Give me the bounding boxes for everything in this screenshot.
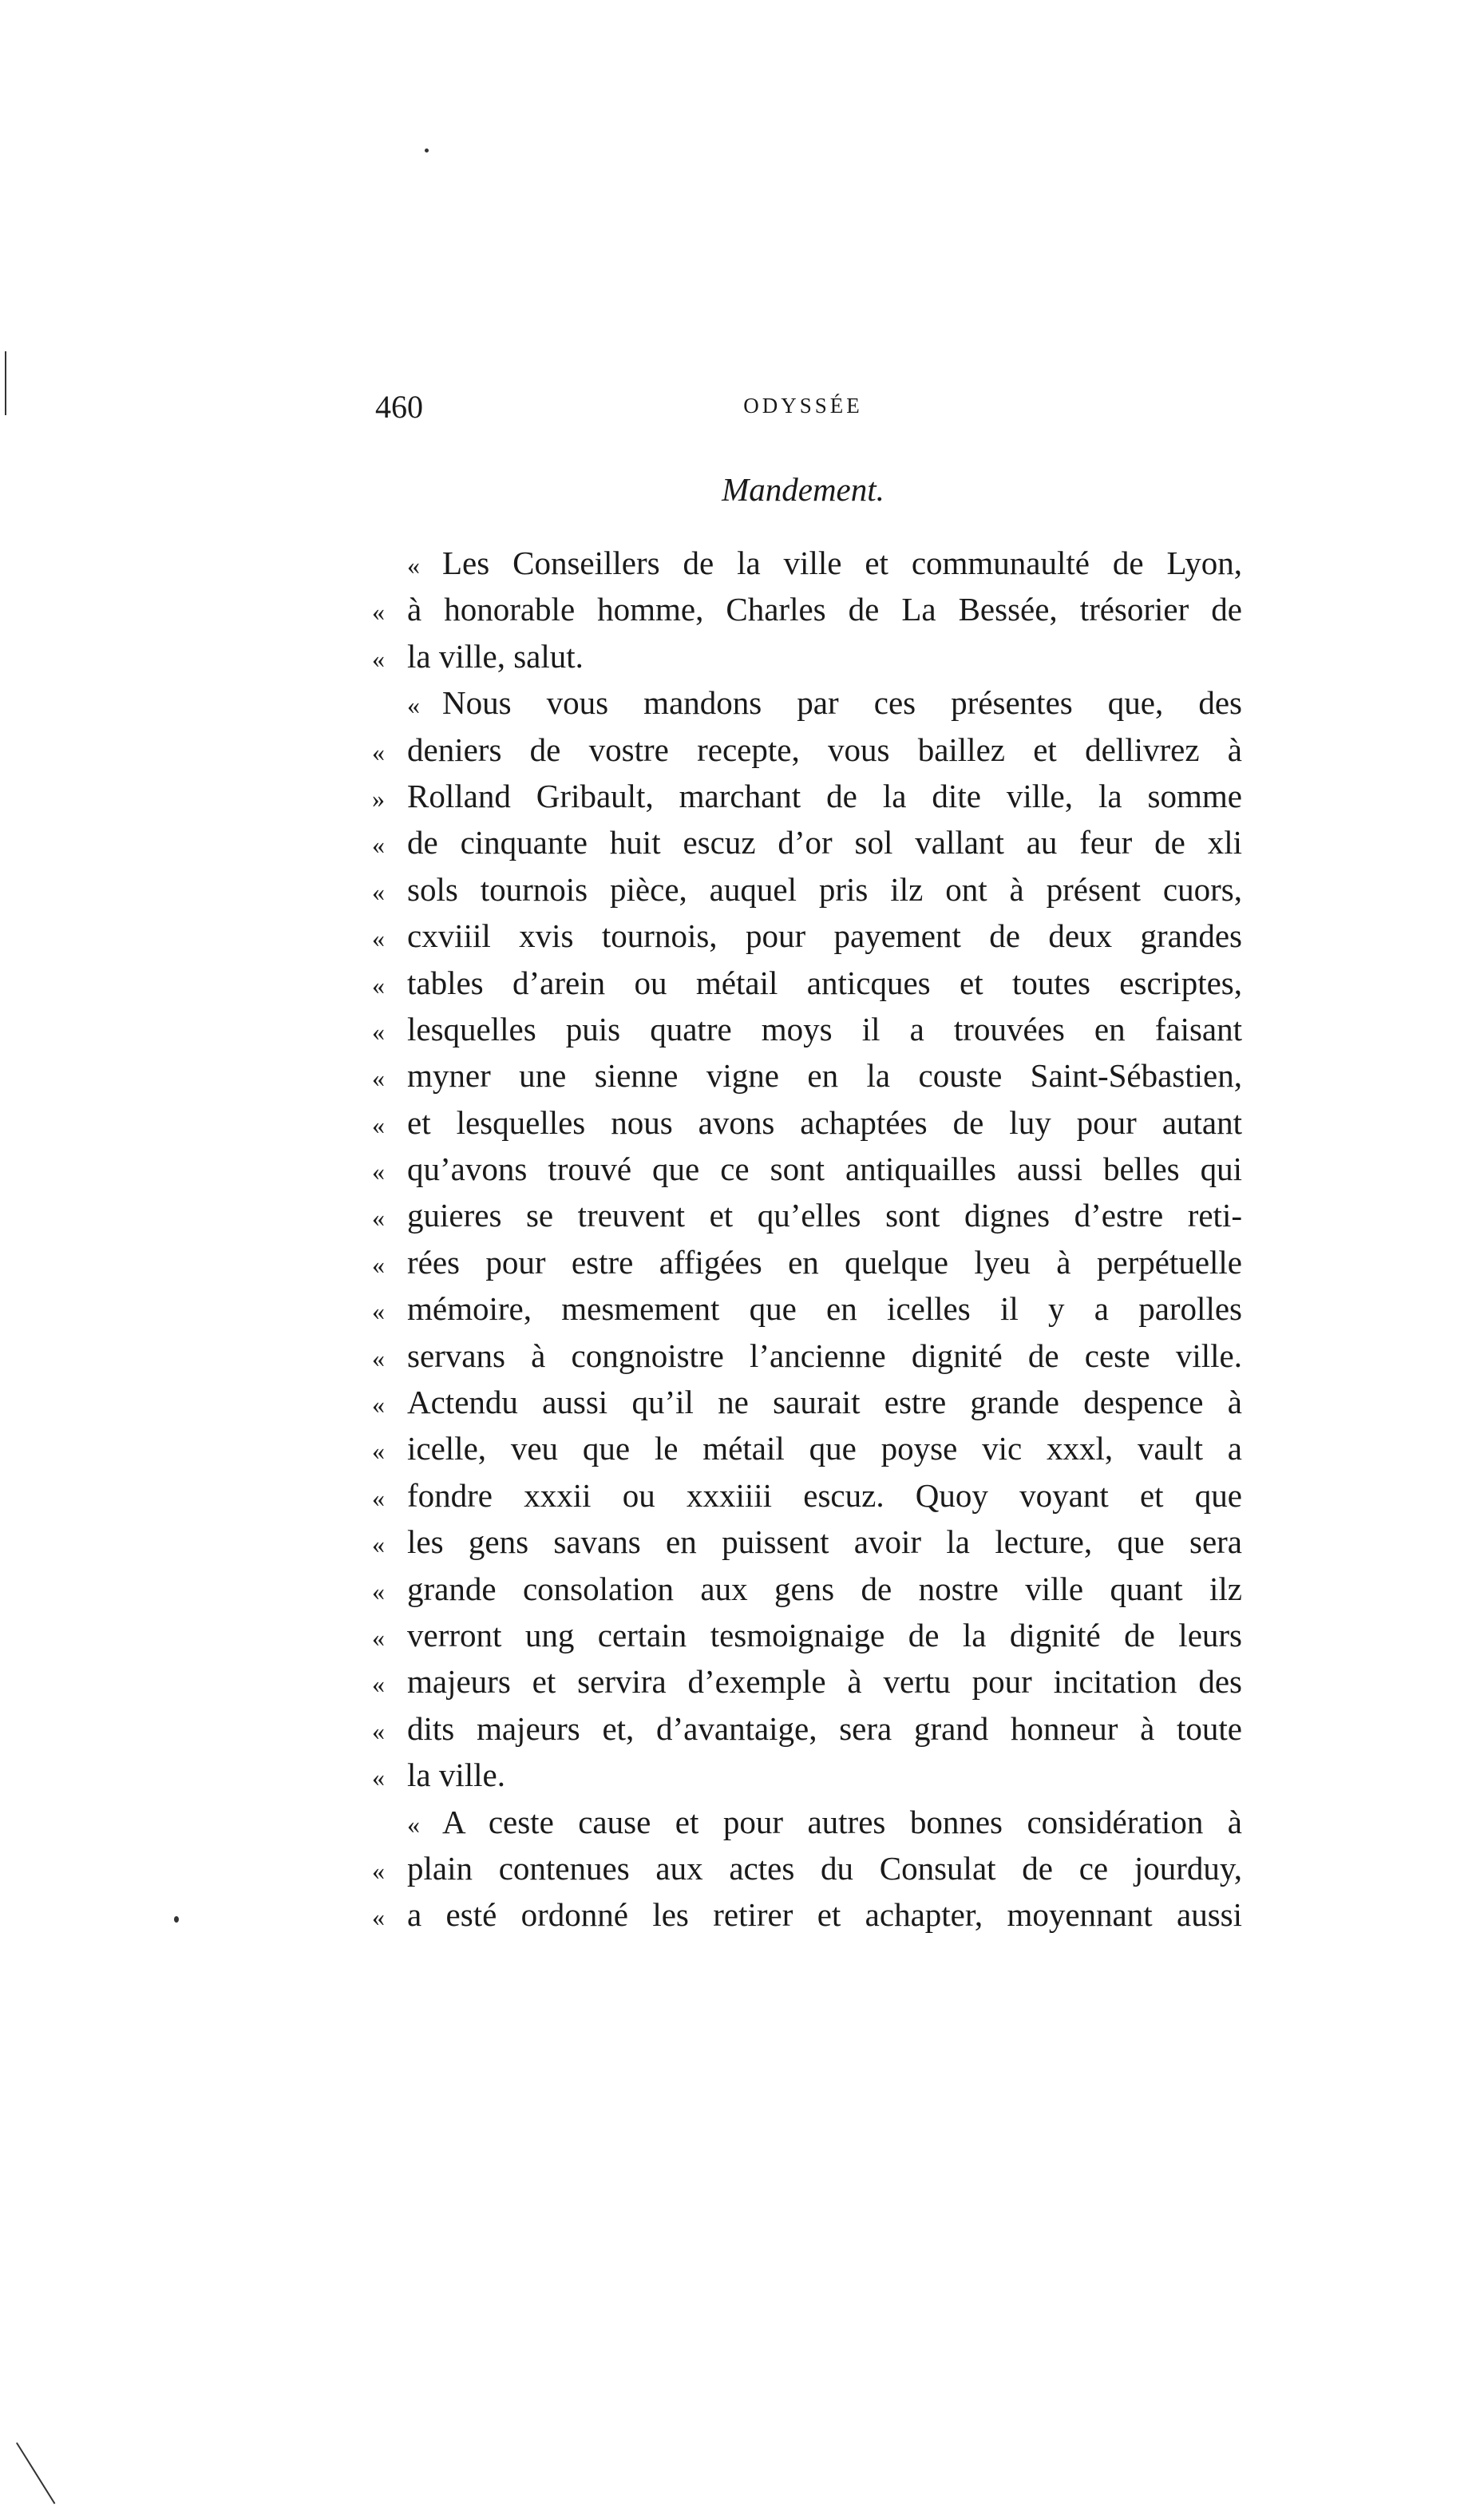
text-line (372, 1052, 1242, 1099)
quote-mark: « (372, 1250, 385, 1279)
line-text: sols tournois pièce, auquel pris ilz ont à présent cuors, (407, 870, 1242, 908)
line-text: A ceste cause et pour autres bonnes considération à (442, 1803, 1242, 1840)
quote-mark: « (372, 1669, 385, 1699)
text-line (372, 1845, 1242, 1891)
quote-mark: « (372, 970, 385, 1000)
text-line (372, 1799, 1242, 1845)
line-text: tables d’arein ou métail anticques et toutes escriptes, (407, 964, 1242, 1001)
scan-mark-dot (425, 149, 429, 152)
text-line (372, 1425, 1242, 1471)
scan-mark-left (5, 351, 6, 415)
text-line (372, 1705, 1242, 1752)
text-line (372, 960, 1242, 1006)
text-line (372, 633, 1242, 679)
line-text: icelle, veu que le métail que poyse vic xxxl, vault a (407, 1430, 1242, 1467)
quote-mark: « (372, 1436, 385, 1466)
quote-mark: « (407, 1809, 420, 1839)
quote-mark: « (372, 830, 385, 860)
quote-mark: « (372, 1343, 385, 1372)
line-text: la ville, salut. (407, 637, 584, 675)
line-text: qu’avons trouvé que ce sont antiquailles aussi belles qui (407, 1151, 1242, 1188)
body-text (372, 540, 1242, 1939)
text-line (372, 1566, 1242, 1612)
line-text: dits majeurs et, d’avantaige, sera grand honneur à toute (407, 1709, 1242, 1747)
text-line (372, 1239, 1242, 1285)
scan-mark-corner (16, 2442, 55, 2504)
quote-mark: « (372, 1390, 385, 1420)
section-title: Mandement. (722, 471, 884, 508)
text-line (372, 1891, 1242, 1938)
quote-mark: « (372, 1855, 385, 1885)
quote-mark: « (372, 597, 385, 627)
text-line (372, 1612, 1242, 1658)
line-text: lesquelles puis quatre moys il a trouvées en faisant (407, 1010, 1242, 1048)
quote-mark: « (372, 1016, 385, 1046)
text-line (372, 727, 1242, 773)
scan-mark-dot-2 (174, 1916, 179, 1923)
line-text: verront ung certain tesmoignaige de la dignité de leurs (407, 1616, 1242, 1654)
text-line (372, 913, 1242, 959)
line-text: cxviiil xvis tournois, pour payement de deux grandes (407, 917, 1242, 955)
quote-mark: « (407, 551, 420, 580)
text-line (372, 866, 1242, 913)
text-line (372, 1519, 1242, 1565)
line-text: la ville. (407, 1756, 505, 1794)
quote-mark: » (372, 783, 385, 813)
running-title: ODYSSÉE (743, 394, 863, 418)
line-text: guieres se treuvent et qu’elles sont dignes d’estre reti- (407, 1197, 1242, 1234)
quote-mark: « (372, 1622, 385, 1652)
quote-mark: « (372, 1763, 385, 1792)
line-text: les gens savans en puissent avoir la lecture, que sera (407, 1523, 1242, 1561)
quote-mark: « (372, 1903, 385, 1932)
text-line (372, 1472, 1242, 1519)
text-line (372, 1333, 1242, 1379)
line-text: mémoire, mesmement que en icelles il y a parolles (407, 1290, 1242, 1328)
text-line (372, 819, 1242, 865)
line-text: Actendu aussi qu’il ne saurait estre grande despence à (407, 1384, 1242, 1421)
text-line (372, 1192, 1242, 1238)
line-text: plain contenues aux actes du Consulat de ce jourduy, (407, 1849, 1242, 1887)
text-line (372, 1752, 1242, 1798)
line-text: Les Conseillers de la ville et communaulté de Lyon, (442, 545, 1242, 581)
text-line (372, 1146, 1242, 1192)
quote-mark: « (372, 1530, 385, 1559)
line-text: à honorable homme, Charles de La Bessée, trésorier de (407, 591, 1242, 628)
line-text: grande consolation aux gens de nostre ville quant ilz (407, 1570, 1242, 1607)
quote-mark: « (372, 644, 385, 673)
quote-mark: « (407, 691, 420, 720)
text-line (372, 679, 1242, 726)
line-text: fondre xxxii ou xxxiiii escuz. Quoy voyant et que (407, 1476, 1242, 1514)
line-text: majeurs et servira d’exemple à vertu pour incitation des (407, 1663, 1242, 1701)
quote-mark: « (372, 1716, 385, 1745)
quote-mark: « (372, 1297, 385, 1326)
line-text: Nous vous mandons par ces présentes que, des (442, 684, 1242, 722)
line-text: a esté ordonné les retirer et achapter, moyennant aussi (407, 1896, 1242, 1934)
text-line (372, 1099, 1242, 1146)
quote-mark: « (372, 1483, 385, 1512)
text-line (372, 1379, 1242, 1425)
line-text: myner une sienne vigne en la couste Saint-Sébastien, (407, 1057, 1242, 1095)
text-line (372, 1658, 1242, 1705)
quote-mark: « (372, 737, 385, 766)
page-number: 460 (375, 389, 423, 425)
quote-mark: « (372, 924, 385, 953)
quote-mark: « (372, 1157, 385, 1186)
text-line (372, 773, 1242, 819)
quote-mark: « (372, 877, 385, 906)
text-line (372, 586, 1242, 632)
line-text: rées pour estre affigées en quelque lyeu à perpétuelle (407, 1243, 1242, 1281)
quote-mark: « (372, 1576, 385, 1606)
line-text: servans à congnoistre l’ancienne dignité de ceste ville. (407, 1337, 1242, 1374)
quote-mark: « (372, 1203, 385, 1233)
text-line (372, 540, 1242, 586)
line-text: deniers de vostre recepte, vous baillez et dellivrez à (407, 731, 1242, 768)
line-text: Rolland Gribault, marchant de la dite ville, la somme (407, 777, 1242, 814)
line-text: et lesquelles nous avons achaptées de luy pour autant (407, 1103, 1242, 1141)
text-line (372, 1006, 1242, 1052)
line-text: de cinquante huit escuz d’or sol vallant au feur de xli (407, 824, 1242, 861)
text-line (372, 1285, 1242, 1332)
quote-mark: « (372, 1110, 385, 1139)
quote-mark: « (372, 1063, 385, 1093)
